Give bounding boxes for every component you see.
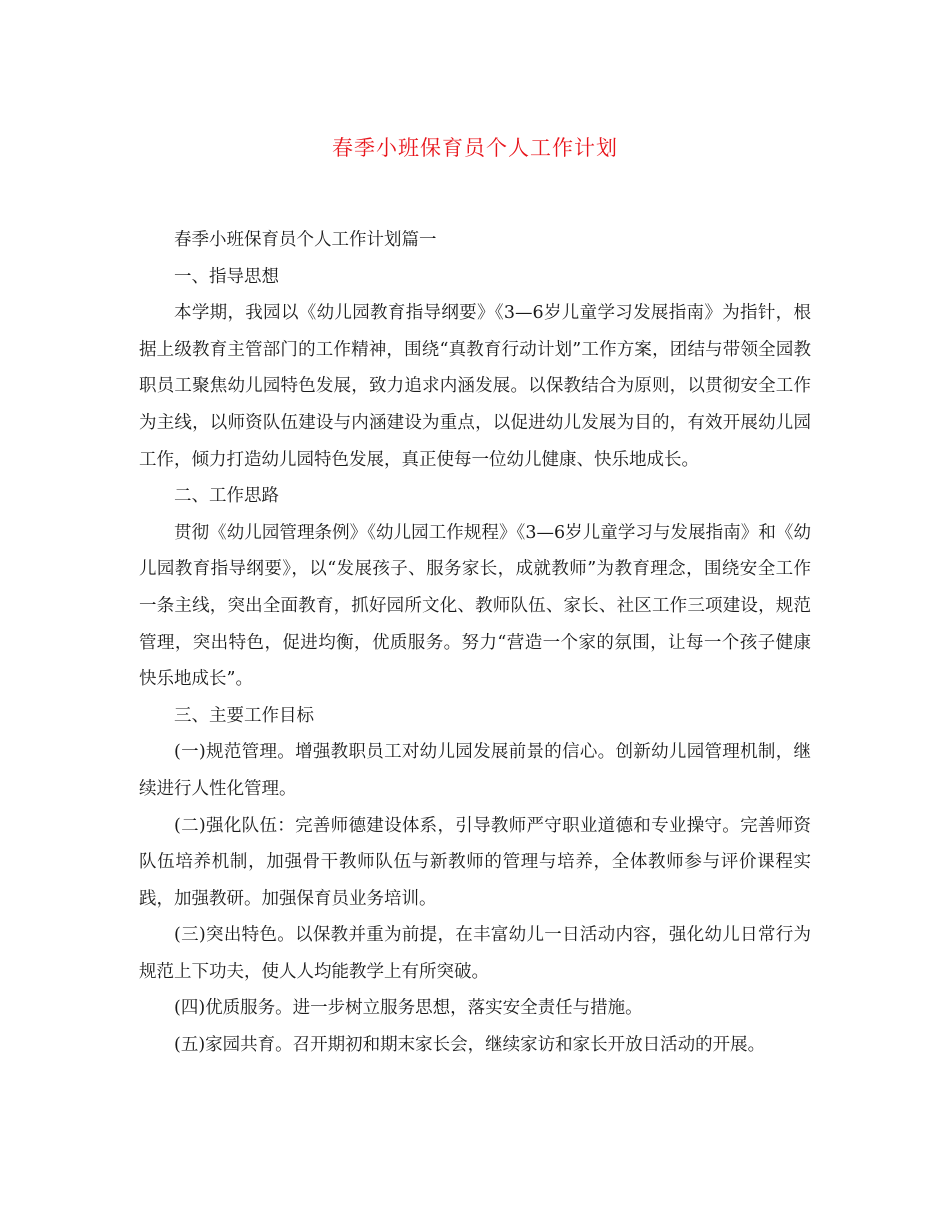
body-paragraph: 本学期，我园以《幼儿园教育指导纲要》《3—6岁儿童学习发展指南》为指针，根据上级教育主管部门的工作精神，围绕“真教育行动计划”工作方案，团结与带领全园教职员工聚焦幼儿园特色发展，致力追求内涵发展。以保教结合为原则，以贯彻安全工作为主线，以师资队伍建设与内涵建设为重点，以促进幼儿发展为目的，有效开展幼儿园工作，倾力打造幼儿园特色发展，真正使每一位幼儿健康、快乐地成长。 bbox=[139, 303, 811, 470]
body-paragraph: (五)家园共育。召开期初和期末家长会，继续家访和家长开放日活动的开展。 bbox=[174, 1035, 766, 1056]
section-heading: 三、主要工作目标 bbox=[174, 705, 314, 726]
body-paragraph: (四)优质服务。进一步树立服务思想，落实安全责任与措施。 bbox=[174, 998, 643, 1019]
section-heading: 二、工作思路 bbox=[174, 486, 279, 507]
section-heading: 春季小班保育员个人工作计划篇一 bbox=[174, 230, 437, 250]
body-paragraph: (二)强化队伍：完善师德建设体系，引导教师严守职业道德和专业操守。完善师资队伍培养机制，加强骨干教师队伍与新教师的管理与培养，全体教师参与评价课程实践，加强教研。加强保育员业务培训。 bbox=[139, 815, 811, 909]
body-paragraph: (一)规范管理。增强教职员工对幼儿园发展前景的信心。创新幼儿园管理机制，继续进行人性化管理。 bbox=[139, 742, 811, 799]
document-body bbox=[139, 222, 811, 1064]
section-heading: 一、指导思想 bbox=[174, 266, 279, 287]
body-paragraph: 贯彻《幼儿园管理条例》《幼儿园工作规程》《3—6岁儿童学习与发展指南》和《幼儿园教育指导纲要》，以“发展孩子、服务家长，成就教师”为教育理念，围绕安全工作一条主线，突出全面教育，抓好园所文化、教师队伍、家长、社区工作三项建设，规范管理，突出特色，促进均衡，优质服务。努力“营造一个家的氛围，让每一个孩子健康快乐地成长”。 bbox=[139, 522, 811, 690]
document-title: 春季小班保育员个人工作计划 bbox=[332, 136, 618, 160]
body-paragraph: (三)突出特色。以保教并重为前提，在丰富幼儿一日活动内容，强化幼儿日常行为规范上下功夫，使人人均能教学上有所突破。 bbox=[139, 925, 811, 982]
